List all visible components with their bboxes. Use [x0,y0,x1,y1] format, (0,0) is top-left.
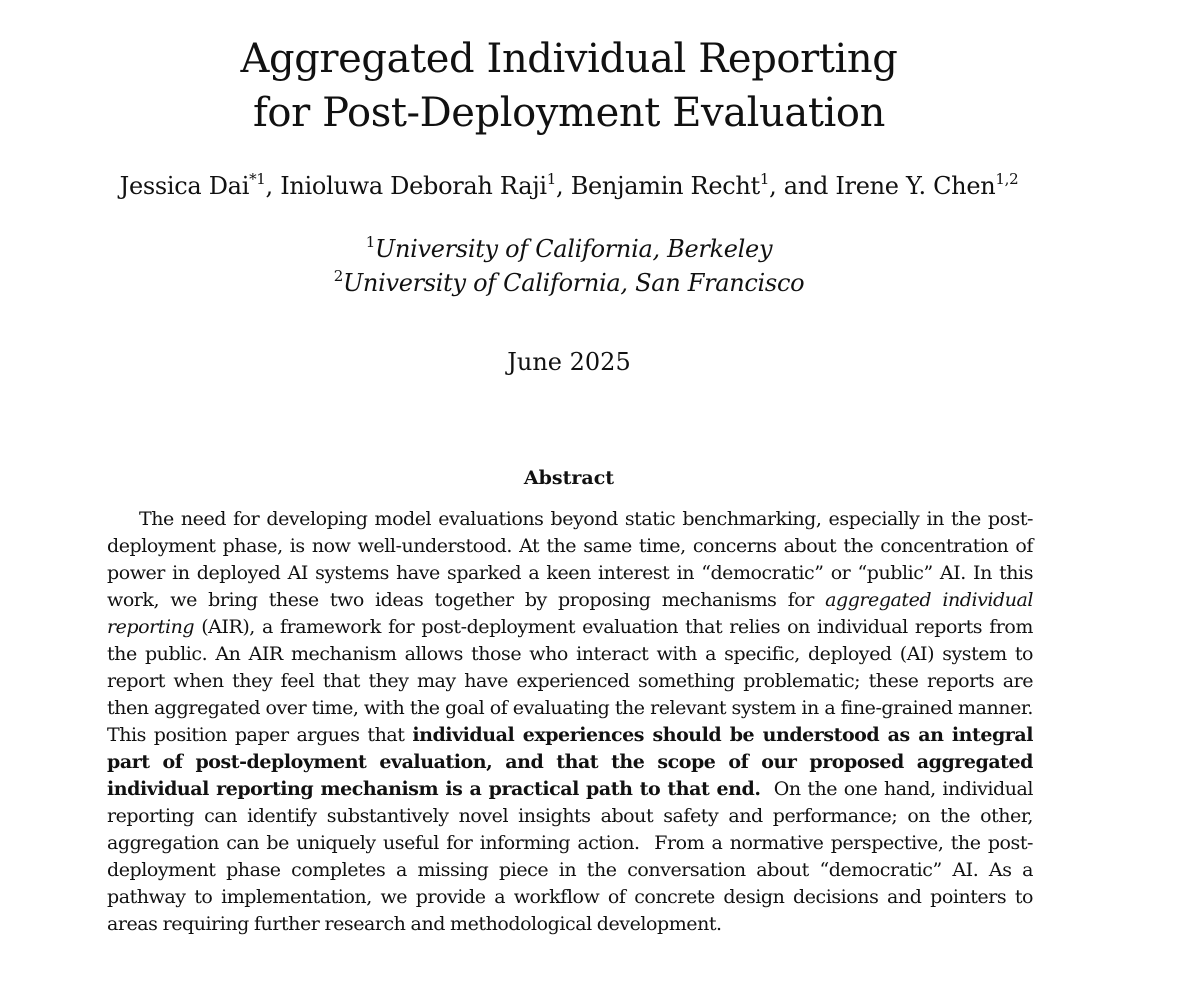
abstract-text [107,506,1039,938]
affiliation-name: University of California, San Francisco [342,269,805,297]
author-separator: , [265,172,281,200]
author-name: Inioluwa Deborah Raji [280,172,547,200]
paper-title [0,32,1138,140]
author-affiliation-marker: 1 [759,170,770,188]
abstract-text-part: The need for developing model evaluations beyond static benchmarking, especially in the post-deployment phase, is now well-understood. At the same time, concerns about the concentration of power in deployed AI systems have sparked a keen interest in “democratic” or “public” AI. In this work, we bring these two ideas together by proposing mechanisms for [107,508,1033,611]
author-list [0,168,1138,204]
title-line-1: Aggregated Individual Reporting [240,36,898,82]
author-separator: , [556,172,571,200]
publication-date: June 2025 [507,348,631,376]
author-name: Irene Y. Chen [835,172,996,200]
abstract-position-statement: individual experiences should be understood as an integral part of post-deployment evaluation, and that the scope of our proposed aggregated individual reporting mechanism is a practical path to that end. [107,724,1033,800]
affiliation-name: University of California, Berkeley [375,235,773,263]
affiliation-number: 1 [365,233,376,251]
author-affiliation-marker: *1 [249,170,266,188]
abstract-heading: Abstract [523,467,615,489]
abstract-emphasis: aggregated individual reporting [107,589,1033,638]
author-name: Benjamin Recht [570,172,760,200]
abstract-text-part: (AIR), a framework for post-deployment evaluation that relies on individual reports from the public. An AIR mechanism allows those who interact with a specific, deployed (AI) system to report when they feel that they may have experienced something problematic; these reports are then aggregated over time, with the goal of evaluating the relevant system in a fine-grained manner. This position paper argues that [107,616,1033,746]
affiliation-item [0,266,1138,300]
affiliation-item [0,232,1138,266]
author-affiliation-marker: 1 [546,170,557,188]
title-line-2: for Post-Deployment Evaluation [253,90,885,136]
affiliation-number: 2 [333,267,343,285]
affiliation-list [0,232,1138,300]
author-affiliation-marker: 1,2 [995,170,1019,188]
abstract-text-part: On the one hand, individual reporting can identify substantively novel insights about safety and performance; on the other, aggregation can be uniquely useful for informing action. From a normative perspective, the post-deployment phase completes a missing piece in the conversation about “democratic” AI. As a pathway to implementation, we provide a workflow of concrete design decisions and pointers to areas requiring further research and methodological development. [107,778,1039,935]
author-name: Jessica Dai [119,172,250,200]
author-separator: , and [769,172,836,200]
